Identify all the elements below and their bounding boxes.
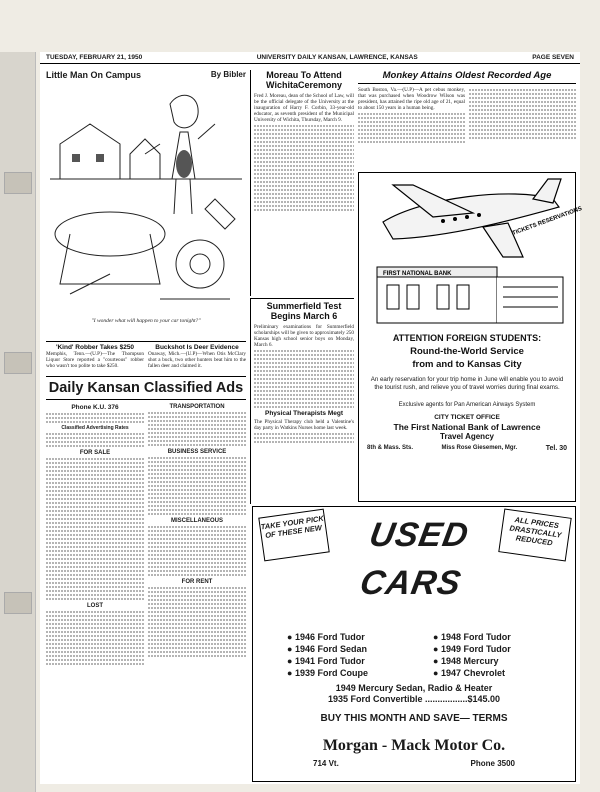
classifieds-col-right (148, 404, 246, 782)
cartoon-drawing (50, 84, 242, 316)
masthead-page: PAGE SEVEN (532, 54, 574, 61)
bank-sign: FIRST NATIONAL BANK (383, 271, 452, 277)
binding-strip (0, 52, 36, 792)
tag-left: TAKE YOUR PICK OF THESE NEW (258, 509, 329, 562)
section-transportation: TRANSPORTATION (169, 404, 225, 410)
moreau-headline-1: Moreau To Attend (266, 70, 342, 80)
car-item: ● 1941 Ford Tudor (287, 656, 365, 666)
dealer-address: 714 Vt. (313, 759, 339, 768)
moreau-body: Fred J. Moreau, dean of the School of Law, will be the official delegate of the University at the inauguration of Harry F. Corbin, 33-year-old educator, as seventh president of the Municipal University of Wichita, Thursday, March 9. (254, 93, 354, 123)
physical-headline: Physical Therapists Megt (264, 410, 344, 417)
travel-agency-ad (358, 172, 583, 502)
classifieds-banner: Daily Kansan Classified Ads (46, 376, 246, 400)
travel-bank-name: The First National Bank of Lawrence (393, 422, 541, 432)
travel-office: CITY TICKET OFFICE (434, 414, 500, 421)
masthead-paper: UNIVERSITY DAILY KANSAN, LAWRENCE, KANSAS (256, 54, 418, 61)
article-moreau (250, 70, 354, 296)
car-item: ● 1939 Ford Coupe (287, 668, 368, 678)
travel-headline: ATTENTION FOREIGN STUDENTS: (392, 333, 542, 343)
classifieds-col-left (46, 404, 144, 782)
travel-sub-2: from and to Kansas City (412, 359, 522, 370)
travel-sub-1: Round-the-World Service (410, 346, 524, 357)
tag-right: ALL PRICES DRASTICALLY REDUCED (498, 508, 571, 561)
car-item: ● 1948 Ford Tudor (433, 632, 511, 642)
car-cta: BUY THIS MONTH AND SAVE— TERMS (320, 713, 508, 724)
airplane-bank-illustration (363, 177, 583, 327)
buckshot-headline: Buckshot Is Deer Evidence (155, 344, 239, 351)
robber-headline: 'Kind' Robber Takes $250 (55, 344, 135, 351)
section-for-rent: FOR RENT (181, 579, 213, 585)
travel-agency: Travel Agency (440, 432, 494, 441)
travel-contact: Miss Rose Giesemen, Mgr. (441, 445, 518, 451)
cartoon-caption: "I wonder what will happen to your car tonight?" (91, 318, 201, 324)
used-car-ad (252, 506, 576, 782)
binding-tab (4, 352, 32, 374)
article-summerfield (250, 298, 354, 504)
masthead (40, 54, 580, 64)
cars-list-left (287, 631, 407, 679)
plane-text: TICKETS RESERVATIONS (511, 206, 583, 237)
summerfield-headline-1: Summerfield Test (266, 301, 342, 311)
cartoon-byline: By Bibler (210, 70, 246, 79)
summerfield-body: Preliminary examinations for Summerfield scholarships will be given to approximately 250 Kansas high school senior boys on Monday, March 6. (254, 324, 354, 348)
classifieds-phone: Phone K.U. 376 (71, 404, 119, 411)
travel-address: 8th & Mass. Sts. (367, 445, 414, 451)
car-item: ● 1946 Ford Tudor (287, 632, 365, 642)
travel-tel: Tel. 30 (545, 445, 567, 452)
section-business-service: BUSINESS SERVICE (167, 449, 227, 455)
car-item: ● 1948 Mercury (433, 656, 499, 666)
section-miscellaneous: MISCELLANEOUS (170, 518, 223, 524)
section-lost: LOST (87, 603, 103, 609)
section-for-sale: FOR SALE (79, 450, 111, 456)
summerfield-headline-2: Begins March 6 (270, 311, 338, 321)
binding-tab (4, 592, 32, 614)
car-item: ● 1949 Ford Tudor (433, 644, 511, 654)
cartoon-title: Little Man On Campus (46, 70, 142, 80)
article-robber (46, 344, 144, 374)
cars-list-right (433, 631, 553, 679)
buckshot-body: Onaway, Mich.—(U.P)—When Otis McClary shot a buck, two other hunters beat him to the fallen deer and claimed it. (148, 351, 246, 369)
robber-body: Memphis, Tenn.—(U.P)—The Thompson Liquor Store reported a "courteous" robber who wasn't too polite to take $250. (46, 351, 144, 369)
newspaper-page (40, 52, 583, 784)
travel-note: Exclusive agents for Pan American Airways System (398, 402, 536, 408)
car-item: ● 1946 Ford Sedan (287, 644, 367, 654)
dealer-phone: Phone 3500 (470, 759, 515, 768)
article-monkey (358, 70, 576, 170)
travel-body: An early reservation for your trip home in June will enable you to avoid the tourist rush, and relieve you of travel worries during final exams. (370, 376, 564, 391)
moreau-headline-2: WichitaCeremony (266, 80, 342, 90)
monkey-body: South Boston, Va.—(U.P)—A pet cebus monkey, that was purchased when Woodrow Wilson was president, has attained the ripe old age of 21, equal to about 150 years in a human being. (358, 87, 465, 111)
special-1: 1949 Mercury Sedan, Radio & Heater (335, 683, 493, 693)
masthead-date: TUESDAY, FEBRUARY 21, 1950 (46, 54, 143, 61)
dealer-name: Morgan - Mack Motor Co. (322, 737, 506, 754)
article-buckshot (148, 344, 246, 374)
used-cars-title: USED CARS (357, 516, 472, 602)
car-item: ● 1947 Chevrolet (433, 668, 505, 678)
special-2: 1935 Ford Convertible .................$145.00 (327, 694, 501, 704)
cartoon-panel (46, 70, 246, 342)
monkey-headline: Monkey Attains Oldest Recorded Age (358, 70, 576, 84)
physical-body: The Physical Therapy club held a Valentine's day party in Watkins Nurses home last week. (254, 419, 354, 431)
classifieds-rates-title: Classified Advertising Rates (61, 425, 129, 431)
binding-tab (4, 172, 32, 194)
